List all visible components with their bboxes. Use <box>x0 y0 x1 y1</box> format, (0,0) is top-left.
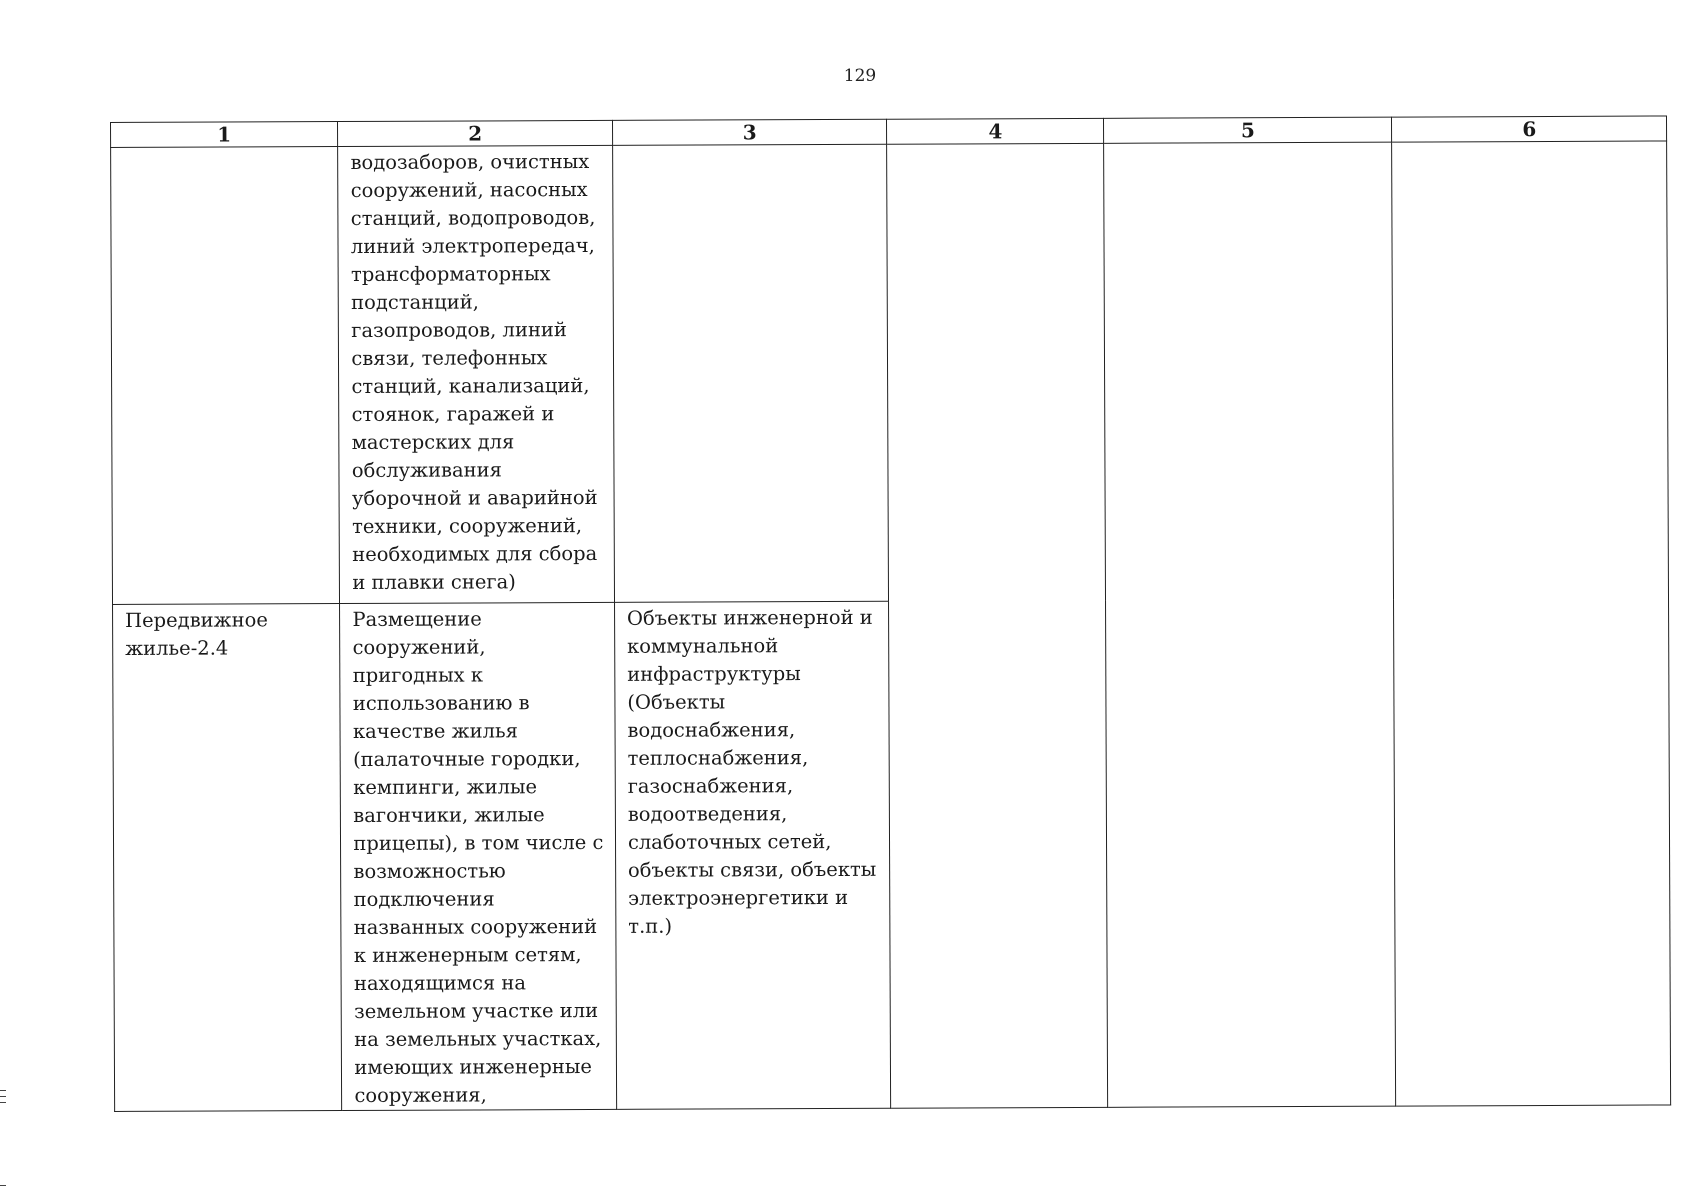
table-cell <box>887 143 1106 601</box>
column-header-2: 2 <box>338 120 613 146</box>
column-header-3: 3 <box>612 119 887 145</box>
table-cell <box>111 147 340 605</box>
table-cell <box>113 604 342 1112</box>
table-cell <box>1106 599 1396 1107</box>
table-cell <box>340 602 617 1110</box>
table-row <box>111 141 1669 605</box>
cell-text: водозаборов, очистных сооружений, насосных станций, водопроводов, линий электропередач, трансформаторных подстанций, газопроводов, линий связи, телефонных станций, канализаций, стоянок, гаражей и мастерских для обслуживания уборочной и аварийной техники, сооружений, необходимых для сбора и плавки снега) <box>350 149 598 594</box>
scan-artifact <box>0 1185 6 1186</box>
scan-artifact <box>0 1096 6 1097</box>
table-cell <box>614 601 891 1109</box>
page-number: 129 <box>843 66 877 86</box>
land-use-table <box>110 115 1671 1112</box>
scan-artifact <box>0 1102 6 1103</box>
column-header-1: 1 <box>111 122 338 148</box>
column-header-4: 4 <box>887 118 1104 144</box>
table-cell <box>1394 598 1671 1106</box>
scan-artifact <box>0 1090 6 1091</box>
cell-text <box>123 149 331 150</box>
cell-text: Передвижное жилье-2.4 <box>125 608 268 660</box>
column-header-6: 6 <box>1392 116 1667 142</box>
table-cell <box>338 145 614 603</box>
column-header-5: 5 <box>1104 117 1392 143</box>
table-cell <box>1392 141 1668 599</box>
table-row <box>113 598 1671 1112</box>
table-cell <box>612 144 888 602</box>
cell-text: Размещение сооружений, пригодных к использованию в качестве жилья (палаточные городки, кемпинги, жилые вагончики, жилые прицепы), в том числе с возможностью подключения названных сооружений к инженерным сетям, находящимся на земельном участке или на земельных участках, имеющих инженерные сооружения, <box>352 607 604 1107</box>
table-cell <box>889 600 1108 1108</box>
cell-text: Объекты инженерной и коммунальной инфраструктуры (Объекты водоснабжения, теплоснабжения, газоснабжения, водоотведения, слаботочных сетей, объекты связи, объекты электроэнергетики и т.п.) <box>626 605 877 938</box>
cell-text <box>625 147 881 148</box>
table-cell <box>1104 142 1394 600</box>
